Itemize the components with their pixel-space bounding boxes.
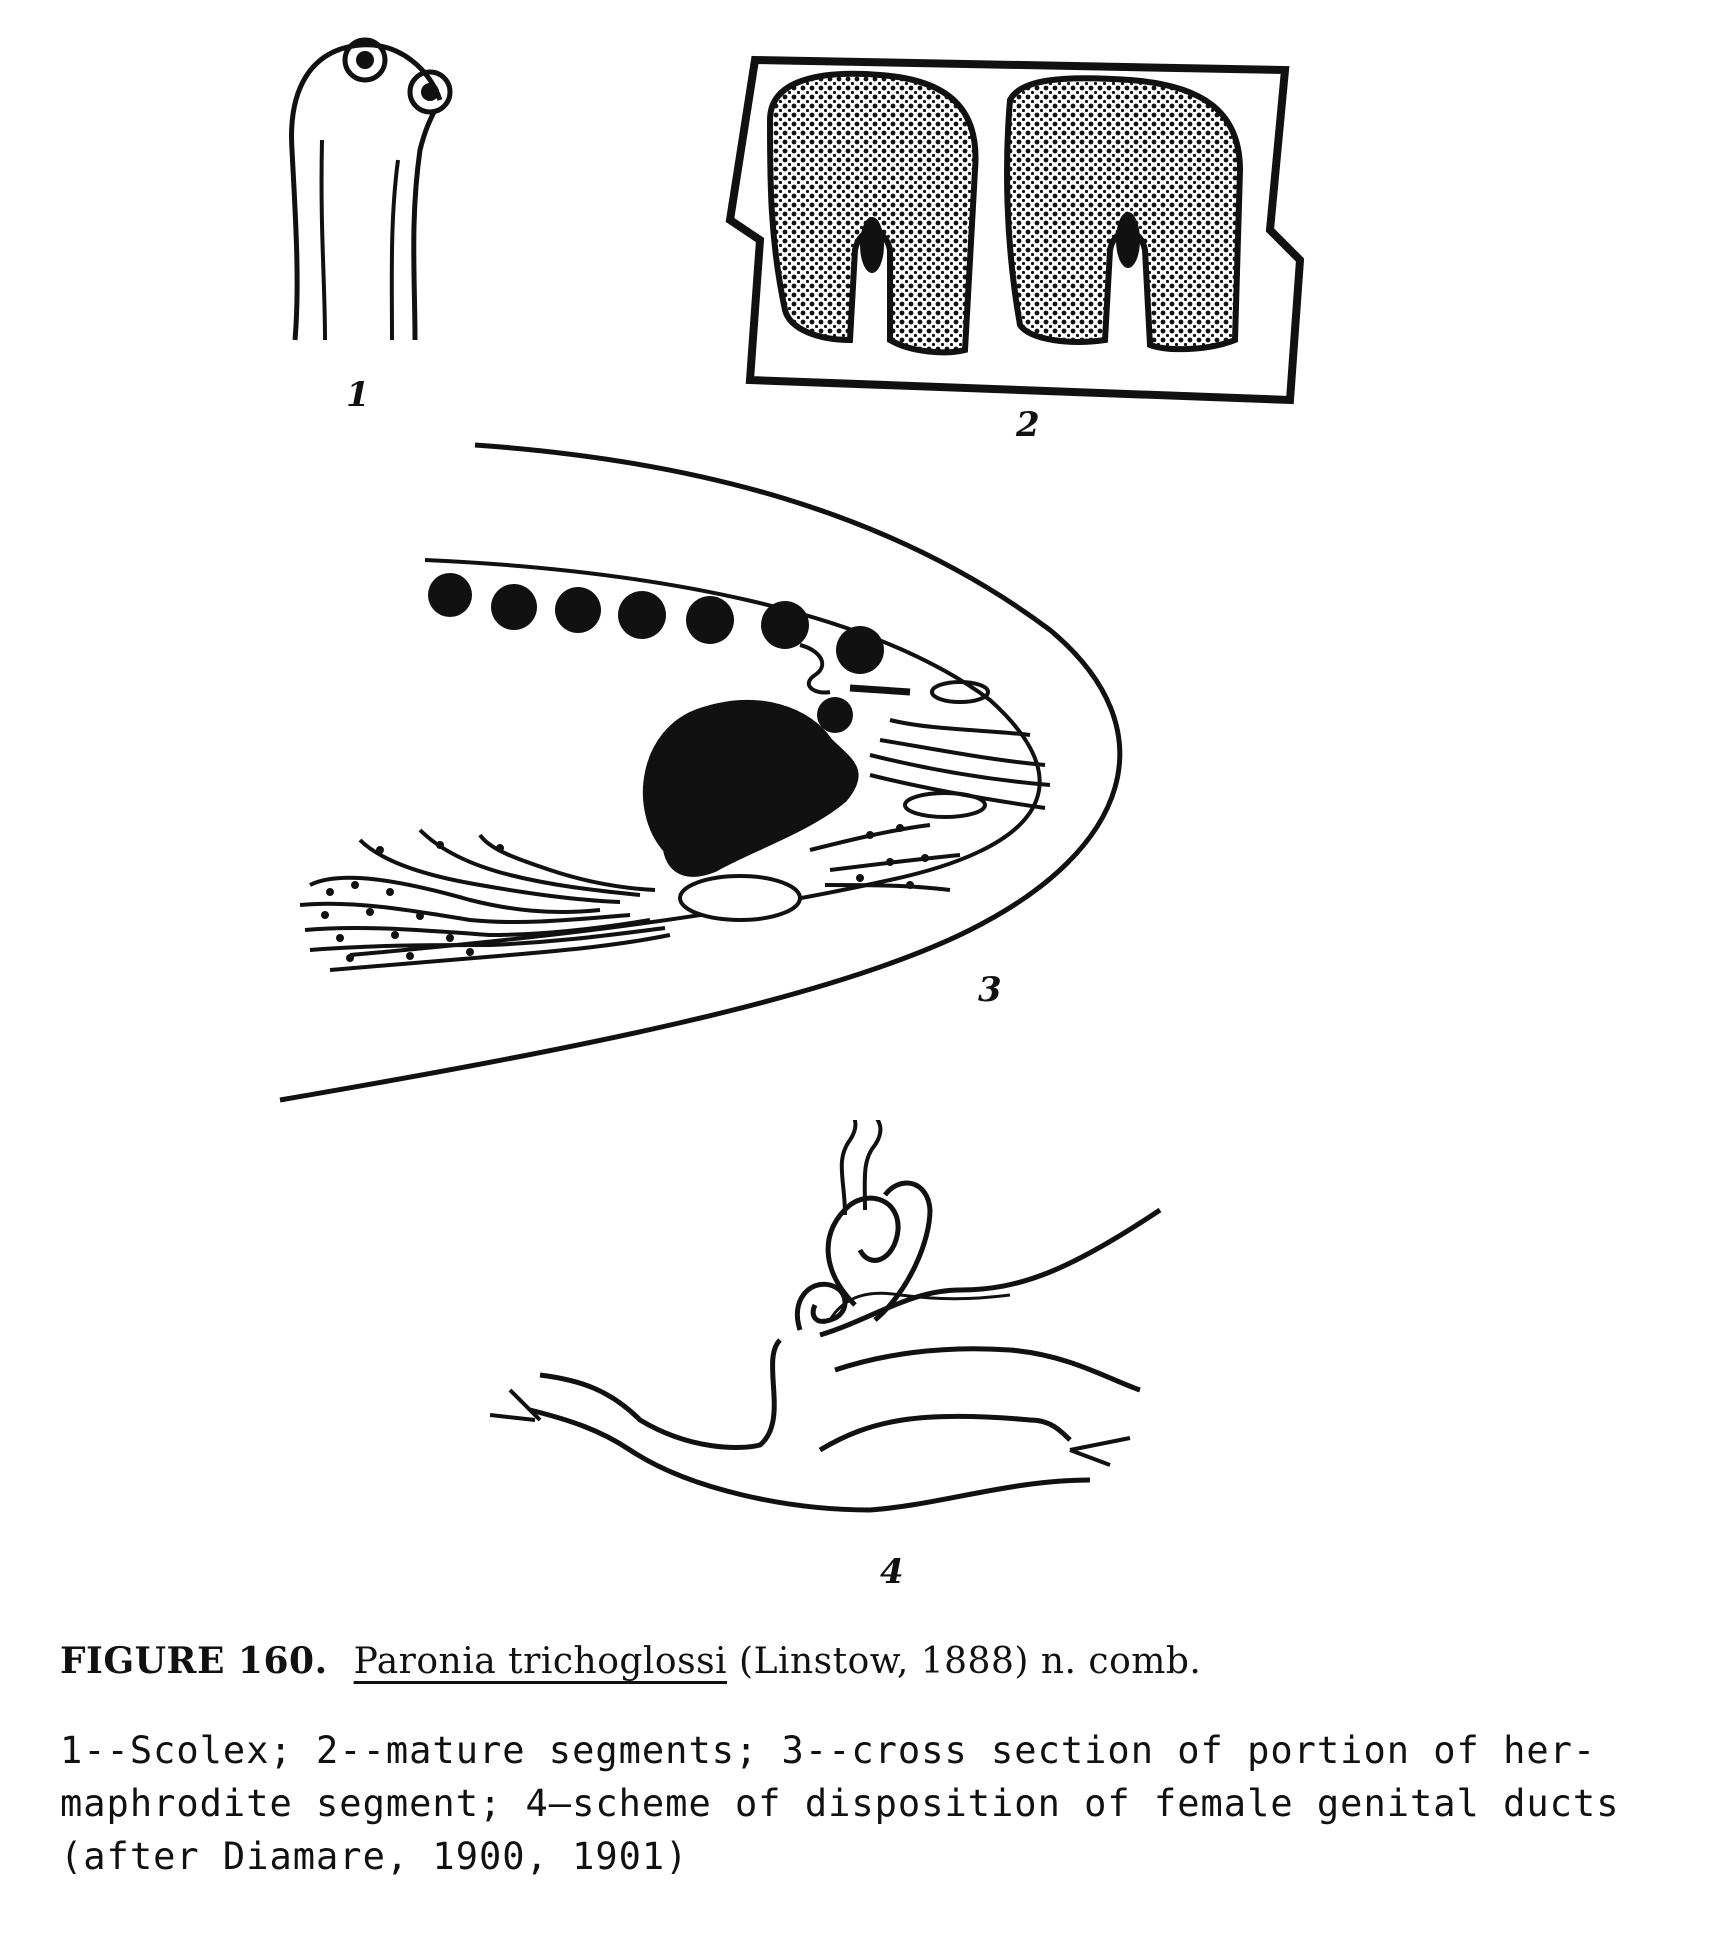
- caption-title: [60, 1640, 1680, 1682]
- panel-2-number: 2: [1016, 405, 1040, 445]
- caption-body: [60, 1724, 1680, 1883]
- species-authority: (Linstow, 1888) n. comb.: [739, 1641, 1202, 1682]
- figure-label: FIGURE 160.: [60, 1640, 328, 1682]
- panel-2-segments-drawing: [710, 40, 1310, 410]
- panel-4-number: 4: [880, 1552, 904, 1592]
- caption-line: (after Diamare, 1900, 1901): [60, 1835, 689, 1878]
- panel-3-number: 3: [978, 970, 1002, 1010]
- caption-line: 1--Scolex; 2--mature segments; 3--cross section of portion of her-: [60, 1729, 1597, 1772]
- panel-3-cross-section-drawing: [270, 430, 1200, 1110]
- panel-1-scolex-drawing: [280, 30, 480, 350]
- figure-caption: [60, 1640, 1680, 1883]
- species-name: Paronia trichoglossi: [353, 1641, 728, 1682]
- caption-line: maphrodite segment; 4—scheme of disposition of female genital ducts: [60, 1782, 1620, 1825]
- panel-4-ducts-scheme-drawing: [490, 1120, 1210, 1540]
- panel-1-number: 1: [346, 375, 370, 415]
